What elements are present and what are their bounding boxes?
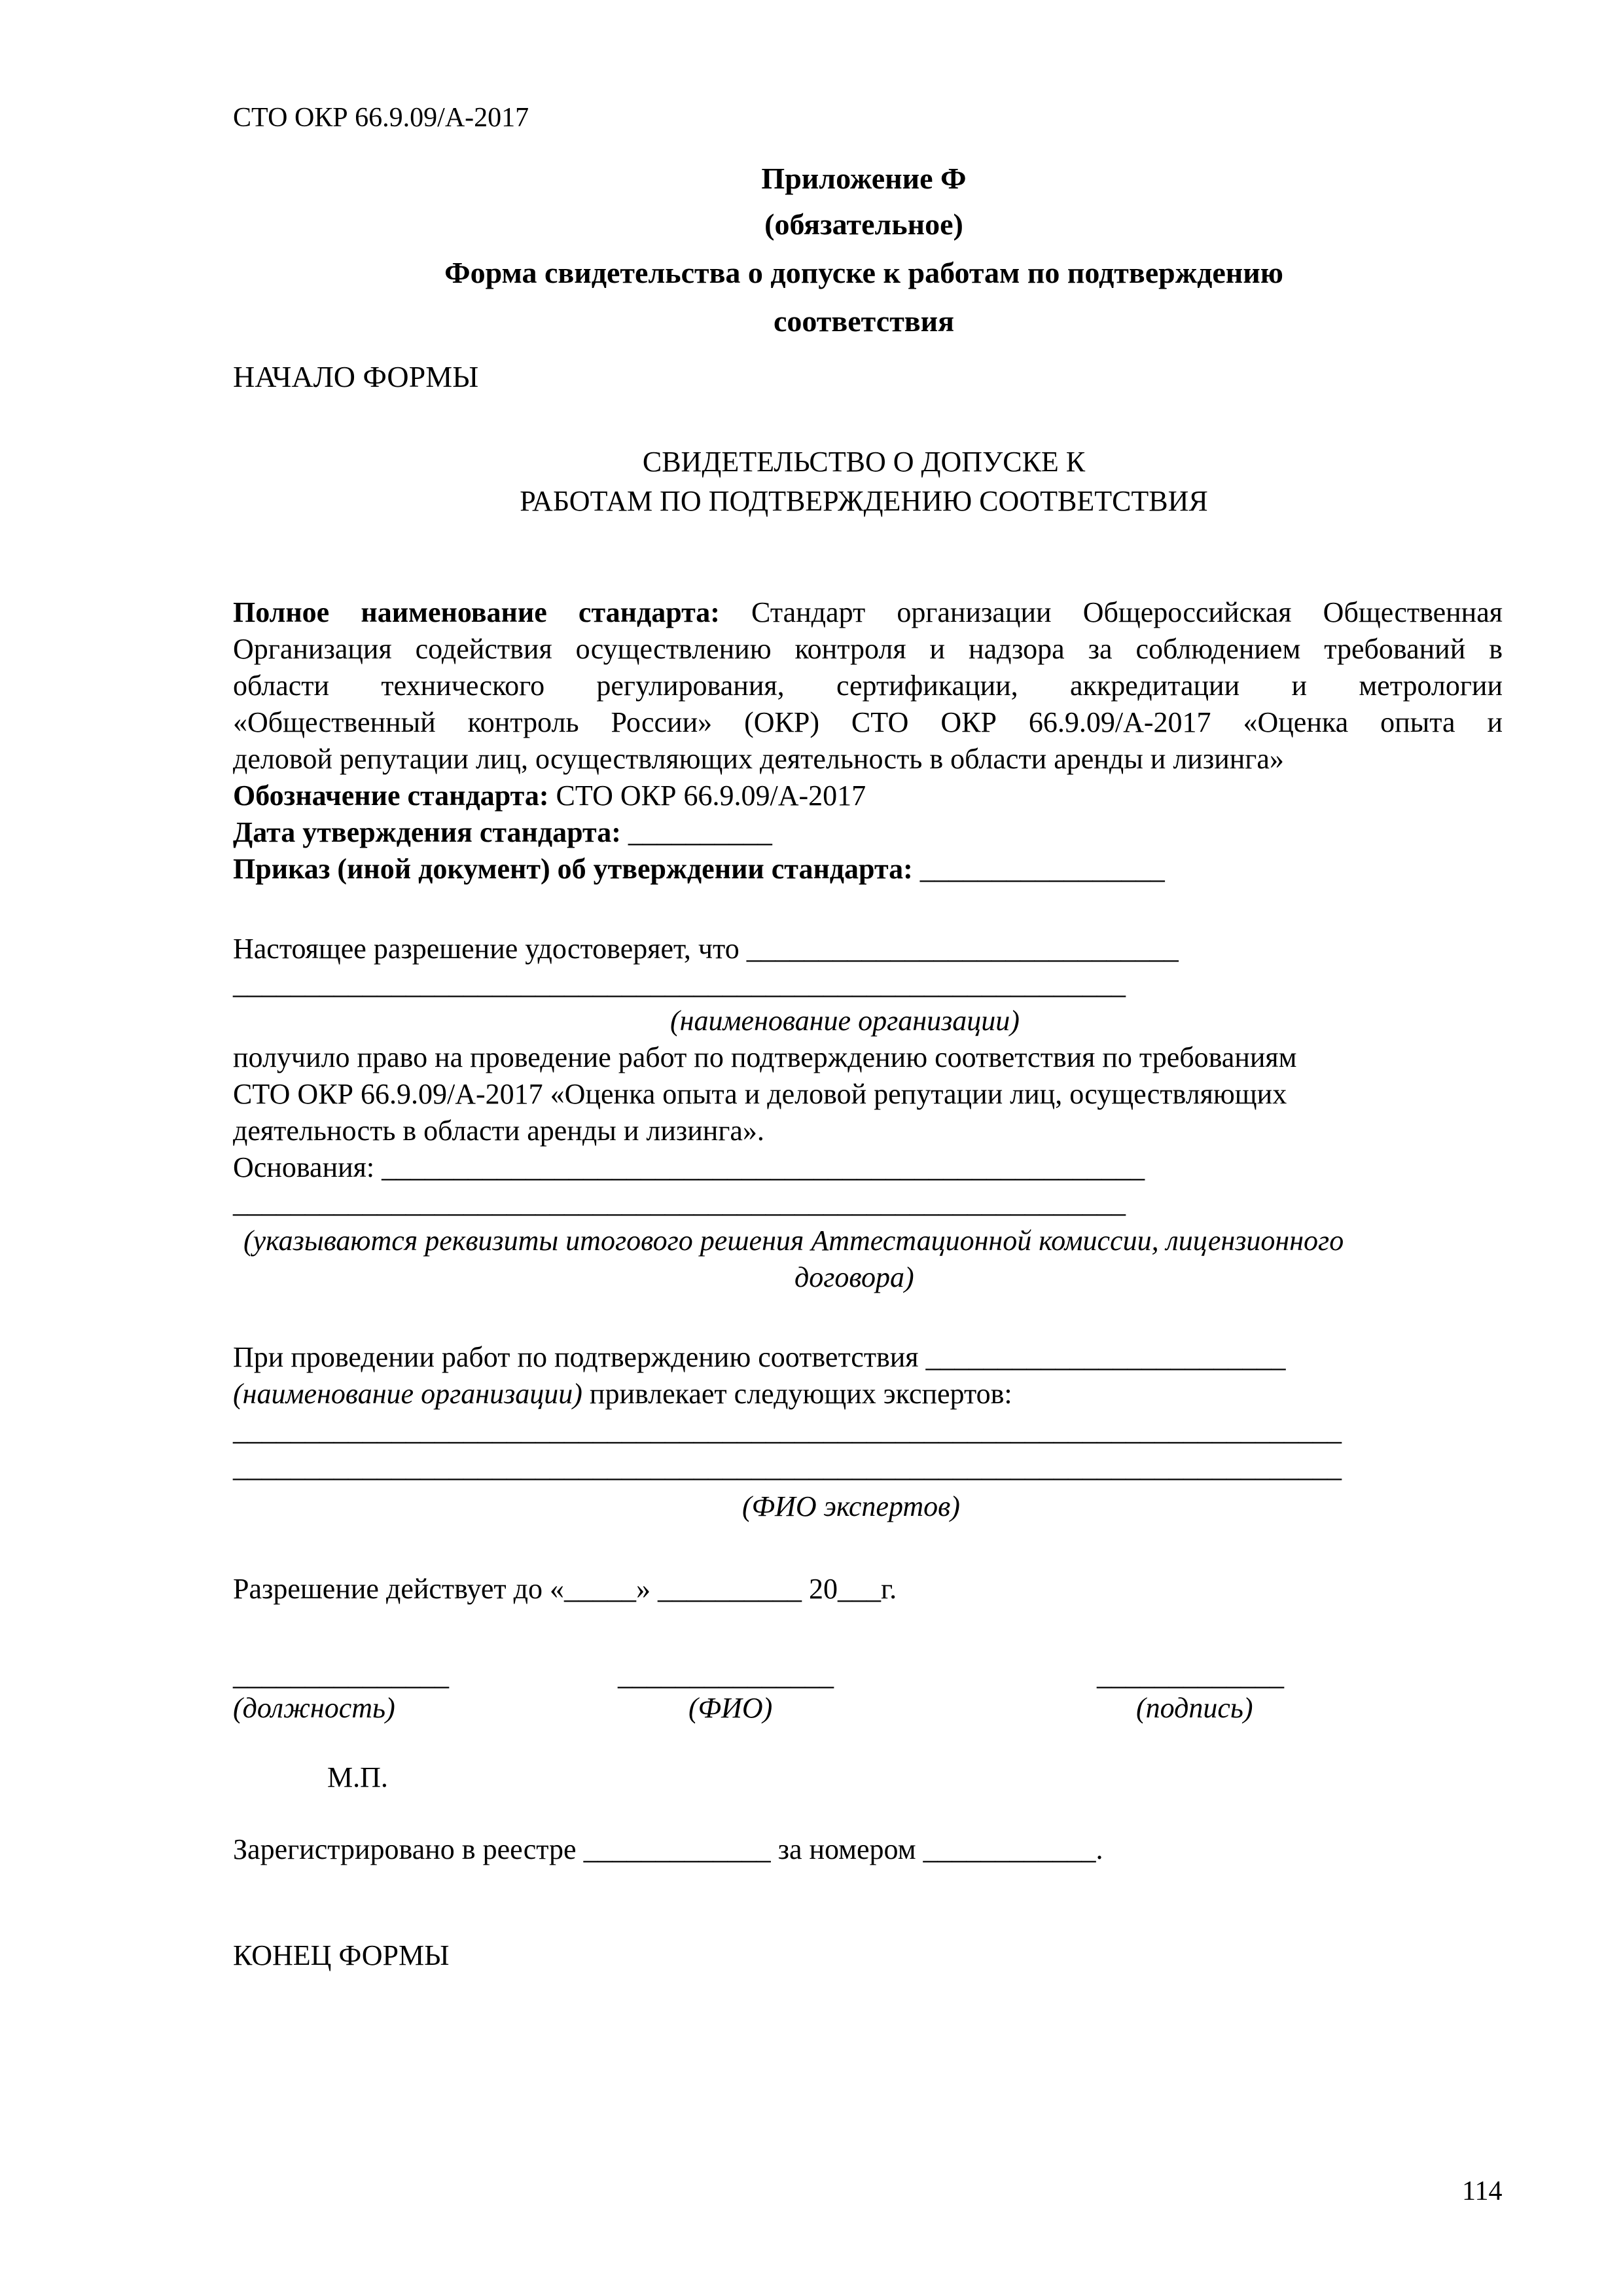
standard-designation-label: Обозначение стандарта: — [233, 780, 549, 812]
appendix-status: (обязательное) — [764, 207, 963, 241]
standard-approval-date-label: Дата утверждения стандарта: — [233, 816, 621, 848]
signature-sign-hint: (подпись) — [1136, 1692, 1253, 1724]
experts-intro-line2 — [233, 1374, 1012, 1414]
experts-intro-rest: привлекает следующих экспертов: — [582, 1378, 1012, 1410]
appendix-title: Приложение Ф — [761, 162, 967, 195]
permit-grounds-hint-line2: договора) — [794, 1261, 914, 1293]
permit-body-line1: получило право на проведение работ по подтверждению соответствия по требованиям — [233, 1041, 1297, 1073]
permit-body-line3: деятельность в области аренды и лизинга». — [233, 1115, 764, 1147]
signature-sign-field[interactable]: _____________ — [1097, 1659, 1284, 1691]
experts-organization-hint: (наименование организации) — [233, 1378, 582, 1410]
experts-field-line2[interactable]: _____________________________________________________________________________ — [233, 1451, 1342, 1483]
standard-approval-date-line — [233, 813, 772, 852]
appendix-caption-line1: Форма свидетельства о допуске к работам по подтверждению — [444, 256, 1283, 289]
certificate-title-line1: СВИДЕТЕЛЬСТВО О ДОПУСКЕ К — [642, 446, 1086, 478]
permit-certifies-line[interactable]: Настоящее разрешение удостоверяет, что ______________________________ — [233, 933, 1179, 965]
signature-name-hint: (ФИО) — [688, 1692, 773, 1724]
experts-field-line1[interactable]: _____________________________________________________________________________ — [233, 1414, 1342, 1446]
page-number: 114 — [1462, 2176, 1503, 2206]
permit-body-line2: СТО ОКР 66.9.09/А-2017 «Оценка опыта и деловой репутации лиц, осуществляющих — [233, 1078, 1287, 1110]
standard-full-name-line1 — [233, 593, 1503, 632]
form-start-label: НАЧАЛО ФОРМЫ — [233, 360, 479, 393]
standard-full-name-line2: Организация содействия осуществлению контроля и надзора за соблюдением требований в — [233, 633, 1503, 665]
form-end-label: КОНЕЦ ФОРМЫ — [233, 1939, 450, 1971]
standard-designation-line — [233, 776, 866, 816]
registry-line[interactable]: Зарегистрировано в реестре _____________ за номером ____________. — [233, 1833, 1103, 1865]
seal-placeholder: М.П. — [327, 1761, 388, 1793]
permit-grounds-field-line2[interactable]: ______________________________________________________________ — [233, 1187, 1126, 1219]
standard-full-name-line3: области технического регулирования, сертификации, аккредитации и метрологии — [233, 670, 1503, 702]
permit-grounds-hint-line1: (указываются реквизиты итогового решения Аттестационной комиссии, лицензионного — [243, 1225, 1344, 1257]
permit-grounds-field[interactable]: Основания: _____________________________________________________ — [233, 1151, 1145, 1183]
certificate-title-line2: РАБОТАМ ПО ПОДТВЕРЖДЕНИЮ СООТВЕТСТВИЯ — [520, 485, 1208, 517]
signature-name-field[interactable]: _______________ — [618, 1659, 834, 1691]
standard-full-name-line5: деловой репутации лиц, осуществляющих деятельность в области аренды и лизинга» — [233, 743, 1284, 775]
standard-full-name-text: Стандарт организации Общероссийская Общественная — [719, 596, 1503, 628]
experts-intro-line[interactable]: При проведении работ по подтверждению соответствия _________________________ — [233, 1341, 1286, 1373]
permit-organization-hint: (наименование организации) — [670, 1005, 1020, 1037]
standard-full-name-line4: «Общественный контроль России» (ОКР) СТО ОКР 66.9.09/А-2017 «Оценка опыта и — [233, 706, 1503, 738]
validity-line[interactable]: Разрешение действует до «_____» __________ 20___г. — [233, 1573, 897, 1605]
standard-order-line — [233, 850, 1165, 889]
standard-full-name-label: Полное наименование стандарта: — [233, 596, 720, 628]
standard-order-field[interactable]: _________________ — [912, 853, 1165, 885]
experts-hint: (ФИО экспертов) — [742, 1490, 960, 1522]
standard-order-label: Приказ (иной документ) об утверждении стандарта: — [233, 853, 913, 885]
appendix-caption-line2: соответствия — [773, 304, 955, 338]
doc-code-header: СТО ОКР 66.9.09/А-2017 — [233, 103, 529, 133]
standard-approval-date-field[interactable]: __________ — [620, 816, 772, 848]
standard-designation-value: СТО ОКР 66.9.09/А-2017 — [548, 780, 866, 812]
permit-organization-field[interactable]: ______________________________________________________________ — [233, 968, 1126, 1000]
signature-position-hint: (должность) — [233, 1692, 395, 1724]
signature-position-field[interactable]: _______________ — [233, 1659, 449, 1691]
